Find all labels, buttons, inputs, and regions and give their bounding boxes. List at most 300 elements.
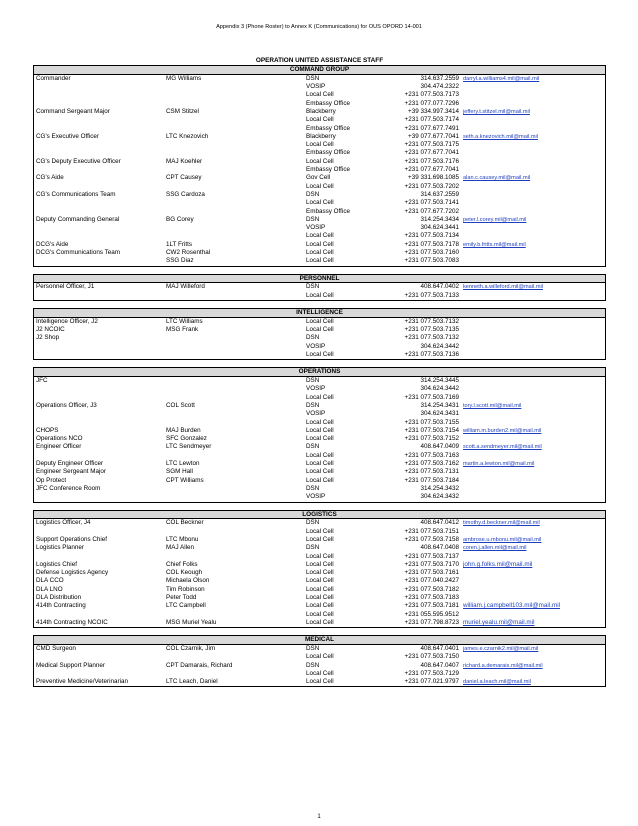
position-cell: Deputy Engineer Officer xyxy=(36,460,104,468)
email-link xyxy=(463,577,605,585)
phone-number-cell: 314.254.3431 xyxy=(420,401,459,409)
table-row xyxy=(34,611,605,619)
phone-number-cell: +231 077.503.7141 xyxy=(404,199,459,207)
section-body xyxy=(33,318,606,360)
phone-number-cell: +231 077.503.7176 xyxy=(404,157,459,165)
name-cell xyxy=(166,553,306,561)
position-cell xyxy=(34,385,166,393)
position-cell xyxy=(34,100,166,108)
phone-number-cell: 408.647.0412 xyxy=(420,519,459,527)
position-cell xyxy=(34,343,166,351)
phone-number-cell: +231 077.503.7151 xyxy=(404,527,459,535)
position-cell xyxy=(34,493,166,501)
table-row xyxy=(34,208,605,216)
email-link xyxy=(463,594,605,602)
section-header: PERSONNEL xyxy=(33,274,606,284)
phone-number-cell: +231 077.021.9797 xyxy=(404,678,459,686)
position-cell: DCG's Aide xyxy=(36,240,69,248)
phone-type-cell: Local Cell xyxy=(306,199,334,207)
email-link[interactable]: kenneth.a.willeford.mil@mail.mil xyxy=(463,284,543,291)
phone-type-cell: Local Cell xyxy=(306,240,334,248)
phone-number-cell: +231 077.503.7129 xyxy=(404,669,459,677)
table-row xyxy=(34,443,605,451)
position-cell: CG's Executive Officer xyxy=(36,132,100,140)
phone-number-cell: 304.474.2322 xyxy=(420,83,459,91)
phone-number-cell: +231 077.040.2427 xyxy=(404,577,459,585)
phone-type-cell: DSN xyxy=(306,334,320,342)
phone-type-cell: VOSIP xyxy=(306,410,326,418)
table-row xyxy=(34,224,605,232)
table-row xyxy=(34,377,605,385)
name-cell: SSG Cardoza xyxy=(166,190,205,198)
email-link[interactable]: scott.a.sendmeyer.mil@mail.mil xyxy=(463,444,542,451)
email-link xyxy=(463,326,605,334)
phone-type-cell: Local Cell xyxy=(306,585,334,593)
email-link[interactable]: ambrose.u.mbonu.mil@mail.mil xyxy=(463,536,542,543)
table-row xyxy=(34,553,605,561)
name-cell: CPT Damarais, Richard xyxy=(166,661,233,669)
email-link[interactable]: coren.j.allen.mil@mail.mil xyxy=(463,545,527,552)
table-row xyxy=(34,561,605,569)
table-row xyxy=(34,485,605,493)
table-row xyxy=(34,292,605,300)
email-link[interactable]: daniel.a.leach.mil@mail.mil xyxy=(463,679,531,686)
table-row xyxy=(34,83,605,91)
phone-number-cell: +231 077.503.7173 xyxy=(404,91,459,99)
phone-number-cell: +231 077.503.7132 xyxy=(404,317,459,325)
table-row xyxy=(34,199,605,207)
name-cell xyxy=(166,166,306,174)
table-row xyxy=(34,619,605,627)
email-link[interactable]: peter.l.corey.mil@mail.mil xyxy=(463,216,527,223)
table-row xyxy=(34,343,605,351)
name-cell xyxy=(166,653,306,661)
phone-number-cell: +231 077.503.7133 xyxy=(404,291,459,299)
phone-type-cell: DSN xyxy=(306,661,320,669)
email-link xyxy=(463,528,605,536)
position-cell: CHOPS xyxy=(36,426,59,434)
email-link xyxy=(463,485,605,493)
table-row xyxy=(34,419,605,427)
email-link[interactable]: william.m.burden2.mil@mail.mil xyxy=(463,427,542,434)
phone-type-cell: DSN xyxy=(306,645,320,652)
position-cell: Op Protect xyxy=(36,476,67,484)
email-link xyxy=(463,318,605,326)
table-row xyxy=(34,174,605,182)
phone-type-cell: Local Cell xyxy=(306,460,334,468)
phone-type-cell: Local Cell xyxy=(306,669,334,677)
phone-type-cell: Local Cell xyxy=(306,678,334,686)
phone-type-cell: Local Cell xyxy=(306,182,334,190)
section-header: OPERATIONS xyxy=(33,367,606,377)
name-cell: MAJ Allen xyxy=(166,544,194,552)
email-link[interactable]: tory.l.scott.mil@mail.mil xyxy=(463,402,522,409)
phone-number-cell: +231 077.503.7174 xyxy=(404,116,459,124)
name-cell xyxy=(166,334,306,342)
position-cell: Command Sergeant Major xyxy=(36,107,110,115)
phone-type-cell: Local Cell xyxy=(306,451,334,459)
name-cell xyxy=(166,452,306,460)
email-link[interactable]: darryl.a.williams4.mil@mail.mil xyxy=(463,75,540,82)
table-row xyxy=(34,283,605,291)
position-cell xyxy=(34,166,166,174)
section-body xyxy=(33,645,606,687)
position-cell: DLA Distribution xyxy=(36,594,82,602)
position-cell: Logistics Planner xyxy=(36,544,84,552)
phone-number-cell: +39 334.997.3414 xyxy=(408,107,459,115)
name-cell: COL Czarnik, Jim xyxy=(166,645,216,652)
section-logistics xyxy=(33,510,606,629)
name-cell: MAJ Willeford xyxy=(166,283,205,291)
email-link[interactable]: timothy.d.beckner.mil@mail.mil xyxy=(463,520,540,527)
name-cell: MSG Frank xyxy=(166,326,199,334)
email-link xyxy=(463,257,605,265)
position-cell: Operations Officer, J3 xyxy=(36,401,97,409)
name-cell xyxy=(166,377,306,385)
phone-number-cell: +231 055.595.9512 xyxy=(404,610,459,618)
position-cell xyxy=(34,116,166,124)
table-row xyxy=(34,141,605,149)
name-cell: 1LT Fritts xyxy=(166,240,193,248)
phone-type-cell: Local Cell xyxy=(306,351,334,358)
phone-number-cell: +231 077.503.7161 xyxy=(404,569,459,577)
position-cell xyxy=(34,141,166,149)
phone-number-cell: 304.624.3431 xyxy=(420,410,459,418)
phone-type-cell: Local Cell xyxy=(306,232,334,240)
position-cell: J2 NCOIC xyxy=(36,326,65,334)
email-link[interactable]: muriel.yealu.mil@mail.mil xyxy=(463,618,535,626)
table-row xyxy=(34,191,605,199)
name-cell xyxy=(166,125,306,133)
table-row xyxy=(34,232,605,240)
email-link xyxy=(463,493,605,501)
phone-type-cell: DSN xyxy=(306,519,320,527)
name-cell xyxy=(166,183,306,191)
table-row xyxy=(34,326,605,334)
phone-number-cell: +231 077.503.7182 xyxy=(404,585,459,593)
position-cell: CG's Deputy Executive Officer xyxy=(36,157,121,165)
name-cell xyxy=(166,232,306,240)
phone-type-cell: VOSIP xyxy=(306,342,326,350)
phone-type-cell: Local Cell xyxy=(306,393,334,401)
email-link[interactable]: emily.b.fritts.mil@mail.mil xyxy=(463,241,526,248)
phone-type-cell: Local Cell xyxy=(306,326,334,334)
table-row xyxy=(34,318,605,326)
table-row xyxy=(34,468,605,476)
name-cell: COL Beckner xyxy=(166,519,204,527)
table-row xyxy=(34,653,605,661)
phone-type-cell: DSN xyxy=(306,215,320,223)
table-row xyxy=(34,249,605,257)
position-cell xyxy=(34,257,166,265)
name-cell xyxy=(166,149,306,157)
phone-type-cell: Local Cell xyxy=(306,418,334,426)
email-link xyxy=(463,125,605,133)
email-link xyxy=(463,377,605,385)
phone-number-cell: 304.624.3442 xyxy=(420,385,459,393)
email-link[interactable]: martin.a.lewton.mil@mail.mil xyxy=(463,461,535,468)
name-cell xyxy=(166,292,306,300)
table-row xyxy=(34,125,605,133)
email-link xyxy=(463,208,605,216)
name-cell: LTC Sendmeyer xyxy=(166,443,212,451)
position-cell: Defense Logistics Agency xyxy=(36,569,109,577)
position-cell xyxy=(34,553,166,561)
name-cell xyxy=(166,670,306,678)
email-link xyxy=(463,569,605,577)
section-header: INTELLIGENCE xyxy=(33,308,606,318)
table-row xyxy=(34,402,605,410)
position-cell xyxy=(34,528,166,536)
phone-number-cell: 304.624.3442 xyxy=(420,342,459,350)
table-row xyxy=(34,257,605,265)
table-row xyxy=(34,435,605,443)
email-link xyxy=(463,249,605,257)
name-cell xyxy=(166,116,306,124)
phone-type-cell: Blackberry xyxy=(306,107,336,115)
phone-type-cell: VOSIP xyxy=(306,224,326,232)
email-link xyxy=(463,116,605,124)
table-row xyxy=(34,75,605,83)
phone-type-cell: VOSIP xyxy=(306,83,326,91)
position-cell: Logistics Chief xyxy=(36,560,77,568)
section-medical xyxy=(33,635,606,687)
email-link xyxy=(463,351,605,359)
position-cell: Commander xyxy=(36,74,71,82)
position-cell: JFC Conference Room xyxy=(36,484,101,492)
phone-type-cell: Local Cell xyxy=(306,91,334,99)
email-link[interactable]: jeffery.t.stitzel.mil@mail.mil xyxy=(463,108,531,115)
table-row xyxy=(34,166,605,174)
email-link xyxy=(463,385,605,393)
phone-number-cell: 408.647.0407 xyxy=(420,661,459,669)
phone-number-cell: +39 077.677.7041 xyxy=(408,132,459,140)
name-cell xyxy=(166,394,306,402)
position-cell: Preventive Medicine/Veterinarian xyxy=(36,678,129,686)
phone-number-cell: 304.624.3432 xyxy=(420,493,459,501)
phone-number-cell: +231 077.077.7296 xyxy=(404,99,459,107)
table-row xyxy=(34,602,605,610)
roster-title: OPERATION UNITED ASSISTANCE STAFF xyxy=(255,57,384,64)
name-cell xyxy=(166,343,306,351)
position-cell xyxy=(34,292,166,300)
table-row xyxy=(34,108,605,116)
section-body xyxy=(33,283,606,301)
phone-number-cell: +231 077.677.7202 xyxy=(404,207,459,215)
roster-sections xyxy=(33,65,606,687)
position-cell xyxy=(34,611,166,619)
name-cell: LTC Campbell xyxy=(166,602,206,610)
name-cell: Peter Todd xyxy=(166,594,197,602)
section-operations xyxy=(33,367,606,502)
name-cell: COL Scott xyxy=(166,401,195,409)
phone-type-cell: DSN xyxy=(306,544,320,552)
email-link xyxy=(463,191,605,199)
position-cell xyxy=(34,224,166,232)
phone-type-cell: Local Cell xyxy=(306,426,334,434)
name-cell: MAJ Koehler xyxy=(166,157,203,165)
email-link[interactable]: richard.a.demarais.mil@mail.mil xyxy=(463,662,543,669)
position-cell: Personnel Officer, J1 xyxy=(36,283,95,291)
section-header: MEDICAL xyxy=(33,635,606,645)
email-link xyxy=(463,232,605,240)
phone-type-cell: Local Cell xyxy=(306,594,334,602)
table-row xyxy=(34,544,605,552)
email-link xyxy=(463,468,605,476)
email-link xyxy=(463,611,605,619)
position-cell: 414th Contracting xyxy=(36,602,86,610)
phone-number-cell: +231 077.503.7160 xyxy=(404,249,459,257)
name-cell xyxy=(166,485,306,493)
position-cell: Operations NCO xyxy=(36,435,83,443)
table-row xyxy=(34,536,605,544)
position-cell xyxy=(34,394,166,402)
name-cell xyxy=(166,199,306,207)
email-link[interactable]: john.g.folks.mil@mail.mil xyxy=(463,560,533,568)
email-link xyxy=(463,553,605,561)
phone-number-cell: +231 077.503.7169 xyxy=(404,393,459,401)
position-cell: Engineer Officer xyxy=(36,443,82,451)
name-cell: CW2 Rosenthal xyxy=(166,249,211,257)
table-row xyxy=(34,394,605,402)
phone-type-cell: DSN xyxy=(306,401,320,409)
section-body xyxy=(33,377,606,502)
name-cell: LTC Knezovich xyxy=(166,132,209,140)
phone-number-cell: +231 077.503.7178 xyxy=(404,240,459,248)
table-row xyxy=(34,351,605,359)
email-link[interactable]: william.j.campbell103.mil@mail.mil xyxy=(463,602,561,610)
position-cell: DLA LNO xyxy=(36,585,63,593)
phone-type-cell: Local Cell xyxy=(306,291,334,299)
name-cell xyxy=(166,83,306,91)
name-cell: SFC Gonzalez xyxy=(166,435,207,443)
phone-number-cell: 408.647.0409 xyxy=(420,443,459,451)
email-link xyxy=(463,100,605,108)
table-row xyxy=(34,678,605,686)
phone-roster xyxy=(33,57,606,694)
section-personnel xyxy=(33,274,606,301)
phone-type-cell: Local Cell xyxy=(306,527,334,535)
name-cell xyxy=(166,385,306,393)
table-row xyxy=(34,452,605,460)
position-cell: Deputy Commanding General xyxy=(36,215,120,223)
phone-number-cell: +231 077.677.7491 xyxy=(404,124,459,132)
table-row xyxy=(34,427,605,435)
phone-type-cell: Local Cell xyxy=(306,468,334,476)
phone-type-cell: DSN xyxy=(306,74,320,82)
position-cell: 414th Contracting NCOIC xyxy=(36,618,108,626)
name-cell xyxy=(166,208,306,216)
phone-type-cell: Embassy Office xyxy=(306,99,350,107)
table-row xyxy=(34,133,605,141)
table-row xyxy=(34,519,605,527)
email-link[interactable]: seth.a.knezovich.mil@mail.mil xyxy=(463,133,538,140)
table-row xyxy=(34,410,605,418)
phone-number-cell: 314.254.3434 xyxy=(420,215,459,223)
email-link xyxy=(463,334,605,342)
phone-number-cell: +231 077.503.7136 xyxy=(404,351,459,358)
phone-number-cell: +231 077.503.7163 xyxy=(404,451,459,459)
table-row xyxy=(34,493,605,501)
email-link xyxy=(463,91,605,99)
name-cell: CPT Williams xyxy=(166,476,204,484)
email-link xyxy=(463,199,605,207)
position-cell xyxy=(34,149,166,157)
phone-type-cell: Local Cell xyxy=(306,435,334,443)
table-row xyxy=(34,477,605,485)
phone-type-cell: DSN xyxy=(306,443,320,451)
name-cell: COL Keough xyxy=(166,569,203,577)
position-cell: Support Operations Chief xyxy=(36,535,108,543)
phone-number-cell: +231 077.503.7150 xyxy=(404,653,459,661)
phone-number-cell: 314.637.2559 xyxy=(420,74,459,82)
name-cell xyxy=(166,100,306,108)
phone-type-cell: DSN xyxy=(306,377,320,385)
phone-number-cell: 314.254.3445 xyxy=(420,377,459,385)
table-row xyxy=(34,334,605,342)
email-link xyxy=(463,292,605,300)
phone-number-cell: +231 077.503.7152 xyxy=(404,435,459,443)
table-row xyxy=(34,216,605,224)
table-row xyxy=(34,528,605,536)
name-cell: Michaela Olson xyxy=(166,577,210,585)
name-cell xyxy=(166,419,306,427)
page-header: Appendix 3 (Phone Roster) to Annex K (Communications) for OUS OPORD 14-001 xyxy=(216,24,422,30)
position-cell xyxy=(34,452,166,460)
phone-number-cell: 408.647.0408 xyxy=(420,544,459,552)
table-row xyxy=(34,569,605,577)
name-cell: Chief Folks xyxy=(166,560,198,568)
table-row xyxy=(34,241,605,249)
phone-number-cell: +231 077.677.7041 xyxy=(404,166,459,174)
email-link xyxy=(463,149,605,157)
position-cell: JFC xyxy=(36,377,48,385)
position-cell xyxy=(34,125,166,133)
phone-number-cell: +231 077.503.7155 xyxy=(404,418,459,426)
phone-type-cell: Blackberry xyxy=(306,132,336,140)
position-cell: DCG's Communications Team xyxy=(36,249,121,257)
phone-type-cell: DSN xyxy=(306,190,320,198)
email-link[interactable]: james.e.czarnik2.mil@mail.mil xyxy=(463,646,539,652)
phone-number-cell: +231 077.503.7170 xyxy=(404,560,459,568)
section-body xyxy=(33,519,606,628)
phone-type-cell: Embassy Office xyxy=(306,124,350,132)
section-command-group xyxy=(33,65,606,267)
name-cell: Tim Robinson xyxy=(166,585,205,593)
email-link xyxy=(463,83,605,91)
position-cell xyxy=(34,83,166,91)
position-cell xyxy=(34,91,166,99)
name-cell: CSM Stitzel xyxy=(166,107,199,115)
name-cell: MSG Muriel Yealu xyxy=(166,618,217,626)
email-link[interactable]: alan.c.causey.mil@mail.mil xyxy=(463,175,531,182)
name-cell xyxy=(166,141,306,149)
table-row xyxy=(34,149,605,157)
phone-type-cell: Local Cell xyxy=(306,610,334,618)
name-cell xyxy=(166,91,306,99)
position-cell: CG's Aide xyxy=(36,174,64,182)
table-row xyxy=(34,662,605,670)
phone-type-cell: Local Cell xyxy=(306,602,334,610)
phone-type-cell: Local Cell xyxy=(306,157,334,165)
phone-number-cell: +231 077.503.7131 xyxy=(404,468,459,476)
phone-type-cell: Local Cell xyxy=(306,141,334,149)
position-cell xyxy=(34,232,166,240)
phone-number-cell: +231 077.503.7135 xyxy=(404,326,459,334)
phone-number-cell: 314.254.3432 xyxy=(420,484,459,492)
name-cell xyxy=(166,351,306,359)
phone-number-cell: +231 077.503.7158 xyxy=(404,535,459,543)
